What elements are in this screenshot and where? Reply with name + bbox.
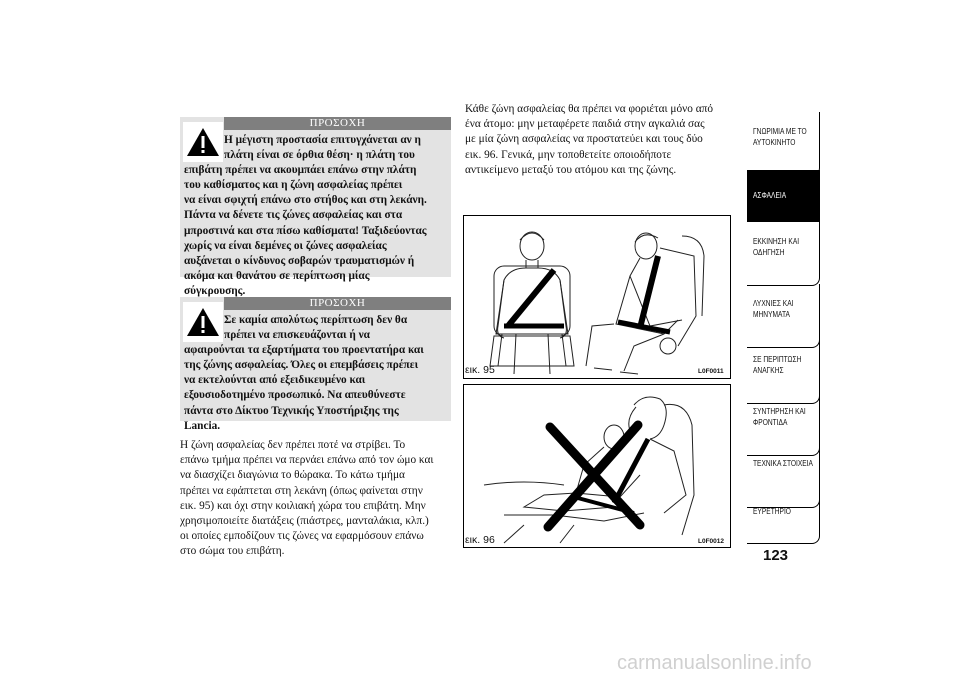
warning-title: ΠΡΟΣΟΧΗ <box>224 117 451 130</box>
warning-text <box>184 313 445 434</box>
tab-label: ΜΗΝΥΜΑΤΑ <box>753 309 790 319</box>
seatbelt-incorrect-illustration <box>464 385 730 547</box>
text-line: να εκτελούνται από εξειδικευμένο και <box>184 374 366 387</box>
tab-label: ΕΥΡΕΤΗΡΙΟ <box>753 506 791 516</box>
text-line: αντικείμενο μεταξύ του ατόμου και της ζώνης. <box>465 163 677 176</box>
tab-label: ΤΕΧΝΙΚΑ ΣΤΟΙΧΕΙΑ <box>753 458 813 468</box>
figure-96-caption: εικ. 96 <box>465 534 495 546</box>
tab-warning-lights[interactable] <box>747 284 820 348</box>
tab-label: ΣΥΝΤΗΡΗΣΗ ΚΑΙ <box>753 406 806 416</box>
text-line: ακόμα και θανάτου σε περίπτωση μίας <box>184 269 370 282</box>
text-line: Η ζώνη ασφαλείας δεν πρέπει ποτέ να στρίβει. Το <box>180 439 406 451</box>
text-line: μπροστινά και στα πίσω καθίσματα! Ταξιδεύοντας <box>184 224 427 237</box>
tab-safety[interactable] <box>747 170 820 222</box>
left-paragraph <box>180 438 460 560</box>
text-line: χωρίς να είναι δεμένες οι ζώνες ασφαλείας <box>184 239 387 252</box>
text-line: πρέπει να εφάπτεται στη λεκάνη (όπως φαίνεται στην <box>180 484 423 497</box>
figure-96-code: L0F0012 <box>698 538 725 545</box>
text-line: πλάτη είναι σε όρθια θέση· η πλάτη του <box>224 149 415 162</box>
watermark: carmanualsonline.info <box>617 652 812 674</box>
right-paragraph <box>465 102 740 178</box>
text-line: με μία ζώνη ασφαλείας να προστατεύει και τους δύο <box>465 133 703 146</box>
text-line: αφαιρούνται τα εξαρτήματα του προεντατήρα και <box>184 344 424 357</box>
text-line: ένα άτομο: μην μεταφέρετε παιδιά στην αγκαλιά σας <box>465 118 705 131</box>
figure-95 <box>463 215 731 379</box>
tab-label: ΓΝΩΡΙΜΙΑ ΜΕ ΤΟ <box>753 126 807 136</box>
text-line: σύγκρουσης. <box>184 284 246 297</box>
figure-95-caption: εικ. 95 <box>465 364 495 376</box>
text-line: αυξάνεται ο κίνδυνος σοβαρών τραυματισμών ή <box>184 254 415 267</box>
text-line: Σε καμία απολύτως περίπτωση δεν θα <box>224 314 408 326</box>
text-line: Κάθε ζώνη ασφαλείας θα πρέπει να φοριέται μόνο από <box>465 103 713 115</box>
warning-box-1 <box>180 117 451 297</box>
tab-label: ΛΥΧΝΙΕΣ ΚΑΙ <box>753 298 794 308</box>
page-number: 123 <box>763 547 789 564</box>
tab-starting-driving[interactable] <box>747 222 820 286</box>
tab-label: ΟΔΗΓΗΣΗ <box>753 247 785 257</box>
text-line: οι οποίες εμποδίζουν τις ζώνες να εφαρμόσουν επάνω <box>180 530 424 543</box>
text-line: να διασχίζει διαγώνια το θώρακα. Το κάτω τμήμα <box>180 469 405 482</box>
tab-getting-to-know[interactable] <box>747 112 820 176</box>
seatbelt-correct-illustration <box>464 216 730 378</box>
text-line: να είναι σφιχτή επάνω στο στήθος και στη λεκάνη. <box>184 194 427 207</box>
figure-95-code: L0F0011 <box>698 368 724 375</box>
text-line: Πάντα να δένετε τις ζώνες ασφαλείας και στα <box>184 209 403 222</box>
text-line: πάντα στο Δίκτυο Τεχνικής Υποστήριξης της <box>184 404 399 417</box>
text-line: της ζώνης ασφαλείας. Όλες οι επεμβάσεις πρέπει <box>184 359 419 372</box>
tab-label: ΦΡΟΝΤΙΔΑ <box>753 417 788 427</box>
text-line: χρησιμοποιείτε διατάξεις (πιάστρες, μανταλάκια, κλπ.) <box>180 515 429 528</box>
tab-label: ΕΚΚΙΝΗΣΗ ΚΑΙ <box>753 236 800 246</box>
text-line: επιβάτη πρέπει να ακουμπάει επάνω στην πλάτη <box>184 164 417 177</box>
tab-label: ΑΣΦΑΛΕΙΑ <box>753 190 787 200</box>
warning-box-2 <box>180 297 451 432</box>
warning-title: ΠΡΟΣΟΧΗ <box>224 297 451 310</box>
text-line: επάνω τμήμα πρέπει να περνάει επάνω από τον ώμο και <box>180 454 434 467</box>
text-line: Η μέγιστη προστασία επιτυγχάνεται αν η <box>224 134 421 146</box>
text-line: στο σώμα του επιβάτη. <box>180 545 285 558</box>
text-line: Lancia. <box>184 419 221 432</box>
tab-index[interactable] <box>747 492 820 544</box>
tab-label: ΑΝΑΓΚΗΣ <box>753 365 784 375</box>
text-line: εξουσιοδοτημένο προσωπικό. Να απευθύνεστε <box>184 389 406 402</box>
warning-text <box>184 133 445 299</box>
text-line: εικ. 96. Γενικά, μην τοποθετείτε οποιοδήποτε <box>465 148 672 161</box>
text-line: πρέπει να επισκευάζονται ή να <box>224 329 370 342</box>
tab-label: ΑΥΤΟΚΙΝΗΤΟ <box>753 137 796 147</box>
tab-label: ΣΕ ΠΕΡΙΠΤΩΣΗ <box>753 354 802 364</box>
figure-96 <box>463 384 731 548</box>
text-line: εικ. 95) και όχι στην κοιλιακή χώρα του επιβάτη. Μην <box>180 499 426 512</box>
text-line: του καθίσματος και η ζώνη ασφαλείας πρέπει <box>184 179 403 192</box>
